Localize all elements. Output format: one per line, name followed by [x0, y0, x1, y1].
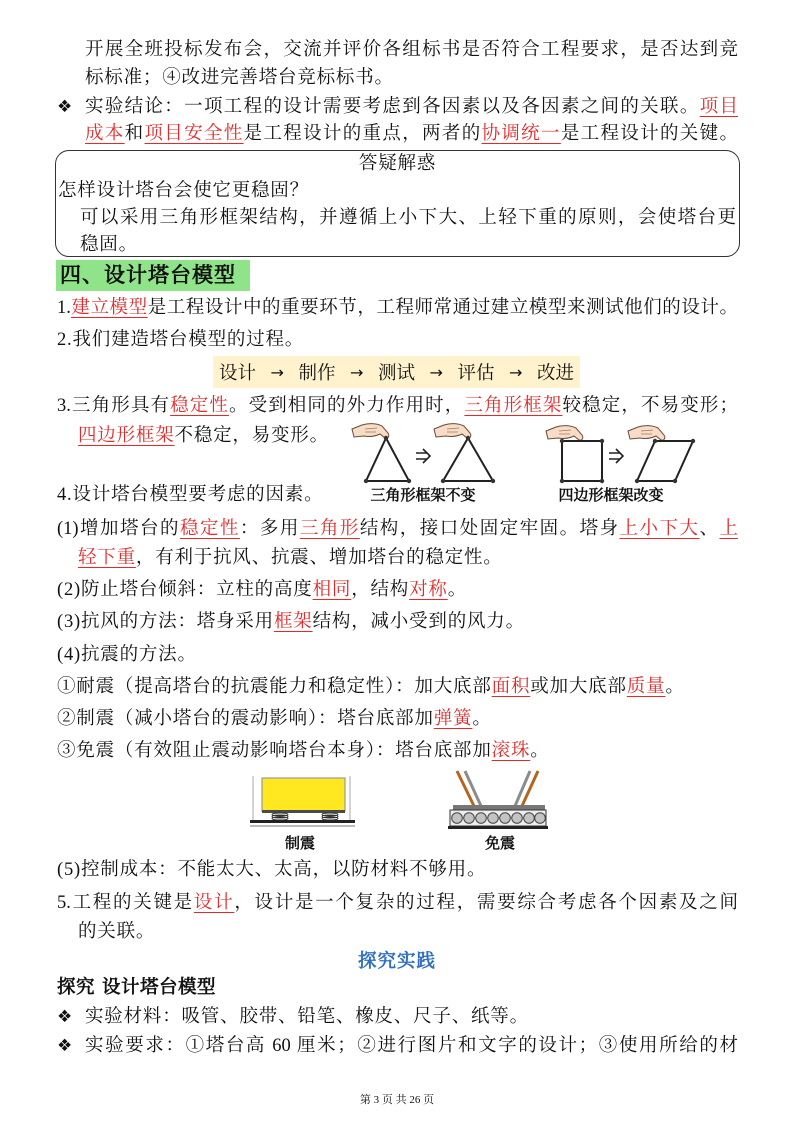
- diamond-bullet-icon: ❖: [57, 97, 73, 117]
- text-segment: (1)增加塔台的: [57, 519, 180, 539]
- text-segment: 是工程设计的关键。: [560, 124, 738, 144]
- flow-step: 改进: [536, 364, 574, 384]
- intro-line-2: 标标准；④改进完善塔台竞标标书。: [85, 68, 394, 88]
- text-segment: (3)抗风的方法：塔身采用: [57, 612, 274, 632]
- highlight-term: 三角形框架: [464, 396, 563, 416]
- text-segment: 。受到相同的外力作用时，: [228, 396, 465, 416]
- flow-step: 测试: [377, 364, 415, 384]
- flow-step: 评估: [457, 364, 495, 384]
- factor-1-line-1: [57, 515, 738, 543]
- highlight-term: 上: [719, 519, 738, 539]
- text-segment: 实验结论：一项工程的设计需要考虑到各因素以及各因素之间的关联。: [85, 97, 700, 117]
- hand-icon: [546, 426, 583, 441]
- conclusion-line-2: [85, 120, 738, 148]
- text-segment: ，设计是一个复杂的过程，需要综合考虑各个因素及之间: [234, 893, 738, 913]
- highlight-term: 项目安全性: [144, 124, 244, 144]
- faq-answer-line-1: 可以采用三角形框架结构，并遵循上小下大、上轻下重的原则，会使塔台更: [80, 208, 736, 228]
- factor-3: [57, 608, 525, 636]
- text-segment: ③免震（有效阻止震动影响塔台本身）：塔台底部加: [57, 741, 492, 761]
- factor-2: [57, 576, 467, 604]
- text-segment: 。: [472, 709, 492, 729]
- arrow-right-icon: →: [350, 362, 364, 382]
- item-5-line-1: [57, 889, 738, 917]
- highlight-term: 协调统一: [481, 124, 561, 144]
- materials-text: 实验材料：吸管、胶带、铅笔、橡皮、尺子、纸等。: [85, 1007, 529, 1027]
- spring-icon: [322, 813, 338, 820]
- hand-icon: [628, 426, 665, 441]
- damping-model: [250, 776, 355, 826]
- text-segment: ，结构: [351, 580, 410, 600]
- quad-caption: 四边形框架改变: [558, 486, 664, 504]
- isolation-caption: 免震: [484, 834, 515, 852]
- frame-joints: [441, 436, 495, 483]
- faq-question: 怎样设计塔台会使它更稳固？: [58, 181, 309, 201]
- text-segment: 是工程设计的重点，两者的: [243, 124, 482, 144]
- highlight-term: 轻下重: [78, 548, 136, 568]
- isolation-model: [448, 771, 548, 829]
- text-segment: 。: [447, 580, 468, 600]
- text-segment: 是工程设计中的重要环节，工程师常通过建立模型来测试他们的设计。: [147, 298, 738, 318]
- spring-icon: [272, 813, 288, 820]
- page-footer: 第 3 页 共 26 页: [359, 1094, 435, 1106]
- intro-line-1: 开展全班投标发布会，交流并评价各组标书是否符合工程要求，是否达到竞: [85, 40, 738, 60]
- practice-subtitle: 探究 设计塔台模型: [57, 977, 216, 998]
- frame-stability-figure: [340, 418, 705, 486]
- text-segment: 较稳定，不易变形；: [562, 396, 738, 416]
- factor-5: (5)控制成本：不能太大、太高，以防材料不够用。: [57, 860, 487, 880]
- section-heading: 四、设计塔台模型: [56, 260, 250, 291]
- factor-4-a: [57, 673, 685, 701]
- text-segment: ，有利于抗风、抗震、增加塔台的稳定性。: [135, 548, 503, 568]
- arrow-right-icon: →: [270, 362, 284, 382]
- text-segment: 结构，减小受到的风力。: [312, 612, 525, 632]
- quake-figure: [240, 760, 560, 832]
- diamond-bullet-icon: ❖: [57, 1007, 73, 1027]
- frame-joints: [635, 439, 695, 483]
- highlight-term: 稳定性: [170, 396, 229, 416]
- damping-caption: 制震: [284, 834, 315, 852]
- item-3-line-1: [57, 392, 738, 420]
- text-segment: 、: [699, 519, 720, 539]
- text-segment: ②制震（减小塔台的震动影响）：塔台底部加: [57, 709, 434, 729]
- highlight-term: 设计: [193, 893, 235, 913]
- text-segment: 。: [665, 677, 685, 697]
- item-4: 4.设计塔台模型要考虑的因素。: [57, 485, 324, 505]
- arrow-right-icon: →: [429, 362, 443, 382]
- item-2: 2.我们建造塔台模型的过程。: [57, 330, 305, 350]
- highlight-term: 质量: [626, 677, 666, 697]
- highlight-term: 框架: [273, 612, 313, 632]
- factor-4-title: (4)抗震的方法。: [57, 645, 197, 665]
- hand-icon: [352, 424, 389, 439]
- highlight-term: 建立模型: [70, 298, 148, 318]
- practice-title: 探究实践: [357, 952, 436, 972]
- frame-joints: [560, 439, 604, 483]
- highlight-term: 上小下大: [619, 519, 700, 539]
- text-segment: 或加大底部: [530, 677, 627, 697]
- item-1: [57, 294, 738, 322]
- factor-4-b: [57, 705, 492, 733]
- faq-answer-line-2: 稳固。: [80, 235, 138, 255]
- text-segment: 不稳定，易变形。: [174, 426, 329, 446]
- text-segment: 结构，接口处固定牢固。塔身: [359, 519, 620, 539]
- flow-step: 制作: [298, 364, 336, 384]
- highlight-term: 三角形: [299, 519, 360, 539]
- parallelogram-frame: [637, 441, 693, 481]
- triangle-caption: 三角形框架不变: [370, 486, 476, 504]
- highlight-term: 对称: [409, 580, 448, 600]
- text-segment: 和: [124, 124, 145, 144]
- conclusion-line-1: [85, 93, 738, 121]
- arrow-right-icon: →: [509, 362, 523, 382]
- text-segment: 3.三角形具有: [57, 396, 171, 416]
- highlight-term: 弹簧: [433, 709, 473, 729]
- process-flow: [213, 356, 580, 388]
- highlight-term: 滚珠: [491, 741, 531, 761]
- text-segment: 。: [530, 741, 550, 761]
- highlight-term: 四边形框架: [78, 426, 175, 446]
- double-arrow-icon: [416, 449, 430, 463]
- diamond-bullet-icon: ❖: [57, 1036, 73, 1056]
- highlight-term: 稳定性: [179, 519, 240, 539]
- triangle-frame: [366, 438, 409, 481]
- square-frame: [562, 441, 602, 481]
- factor-1-line-2: [78, 544, 503, 572]
- text-segment: (2)防止塔台倾斜：立柱的高度: [57, 580, 313, 600]
- text-segment: ①耐震（提高塔台的抗震能力和稳定性）：加大底部: [57, 677, 492, 697]
- highlight-term: 项目: [699, 97, 738, 117]
- item-3-line-2: [78, 422, 329, 450]
- requirements-text: 实验要求：①塔台高 60 厘米；②进行图片和文字的设计；③使用所给的材: [85, 1036, 738, 1056]
- flow-step: 设计: [219, 364, 257, 384]
- triangle-frame: [443, 438, 493, 481]
- text-segment: 1.: [57, 298, 71, 318]
- hand-icon: [434, 424, 471, 439]
- faq-title: 答疑解惑: [358, 154, 437, 174]
- highlight-term: 面积: [491, 677, 531, 697]
- highlight-term: 成本: [85, 124, 125, 144]
- text-segment: 5.工程的关键是: [57, 893, 194, 913]
- highlight-term: 相同: [312, 580, 352, 600]
- text-segment: ：多用: [239, 519, 300, 539]
- double-arrow-icon: [609, 449, 623, 463]
- item-5-line-2: 的关联。: [78, 922, 156, 942]
